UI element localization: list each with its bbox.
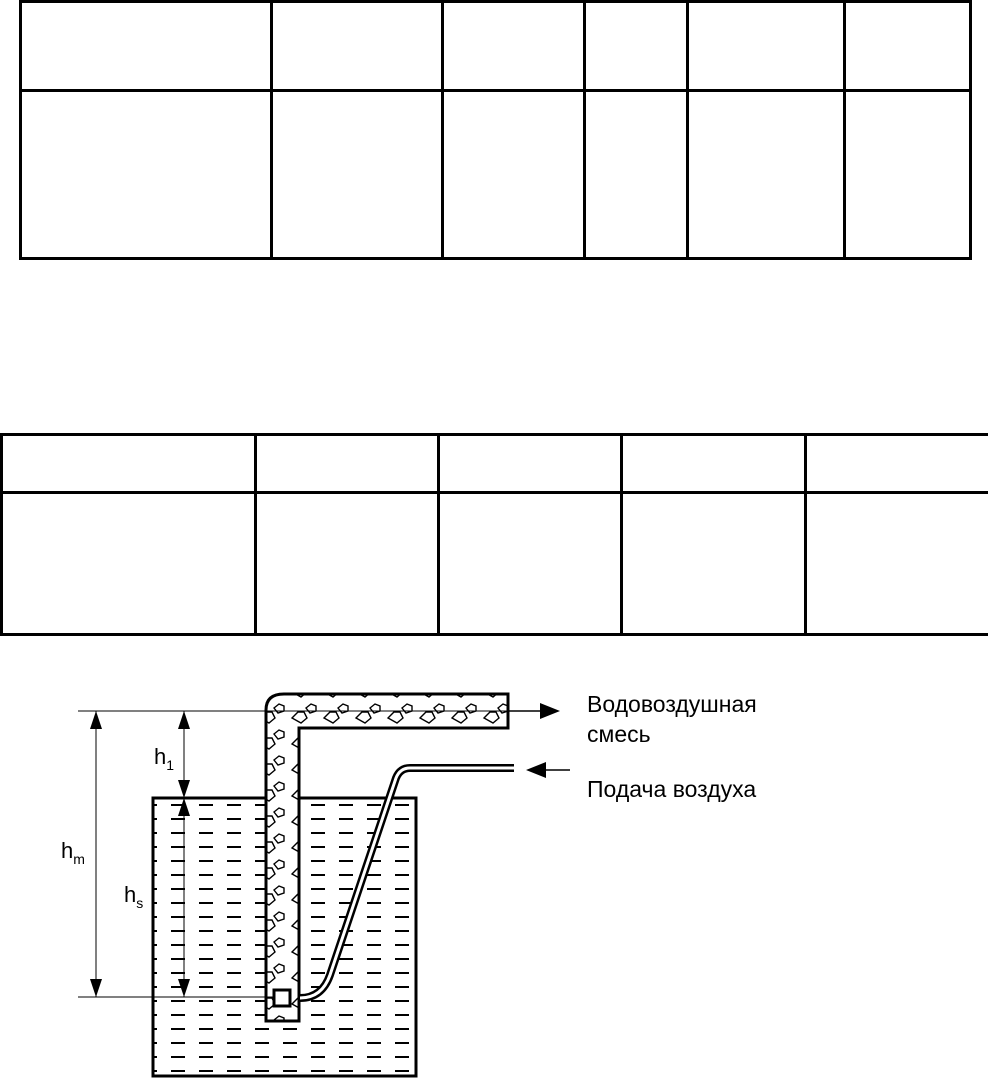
dimension-h1	[178, 711, 190, 798]
table-cell	[439, 493, 622, 635]
outlet-arrow-icon	[508, 703, 560, 719]
air-supply-label: Подача воздуха	[587, 776, 757, 802]
air-supply-arrow-icon	[526, 762, 570, 778]
blank-table-1	[19, 0, 972, 260]
table-cell	[2, 435, 256, 493]
table-cell	[272, 91, 443, 259]
label-hm: $h_m$	[61, 838, 85, 867]
table-cell	[845, 91, 971, 259]
table-cell	[256, 493, 439, 635]
table-cell	[439, 435, 622, 493]
air-nozzle	[274, 990, 290, 1006]
blank-table-2	[0, 433, 988, 636]
airlift-pump-diagram	[0, 660, 988, 1078]
table-cell	[585, 2, 688, 91]
table-cell	[272, 2, 443, 91]
table-row	[2, 435, 988, 493]
table-cell	[806, 493, 988, 635]
label-h1: $h_1$	[154, 744, 175, 773]
table-cell	[585, 91, 688, 259]
table-cell	[2, 493, 256, 635]
table-cell	[688, 91, 845, 259]
dimension-hm	[90, 711, 102, 997]
outlet-label-line1: Водовоздушная	[587, 691, 757, 717]
table-cell	[21, 2, 272, 91]
outlet-label-line2: смесь	[587, 721, 651, 747]
table-cell	[845, 2, 971, 91]
table-row	[21, 91, 971, 259]
label-hs: $h_s$	[124, 882, 144, 911]
table-cell	[256, 435, 439, 493]
table-cell	[806, 435, 988, 493]
table-cell	[688, 2, 845, 91]
table-cell	[622, 493, 806, 635]
table-row	[21, 2, 971, 91]
table-cell	[21, 91, 272, 259]
table-cell	[622, 435, 806, 493]
table-cell	[443, 91, 585, 259]
table-cell	[443, 2, 585, 91]
table-row	[2, 493, 988, 635]
